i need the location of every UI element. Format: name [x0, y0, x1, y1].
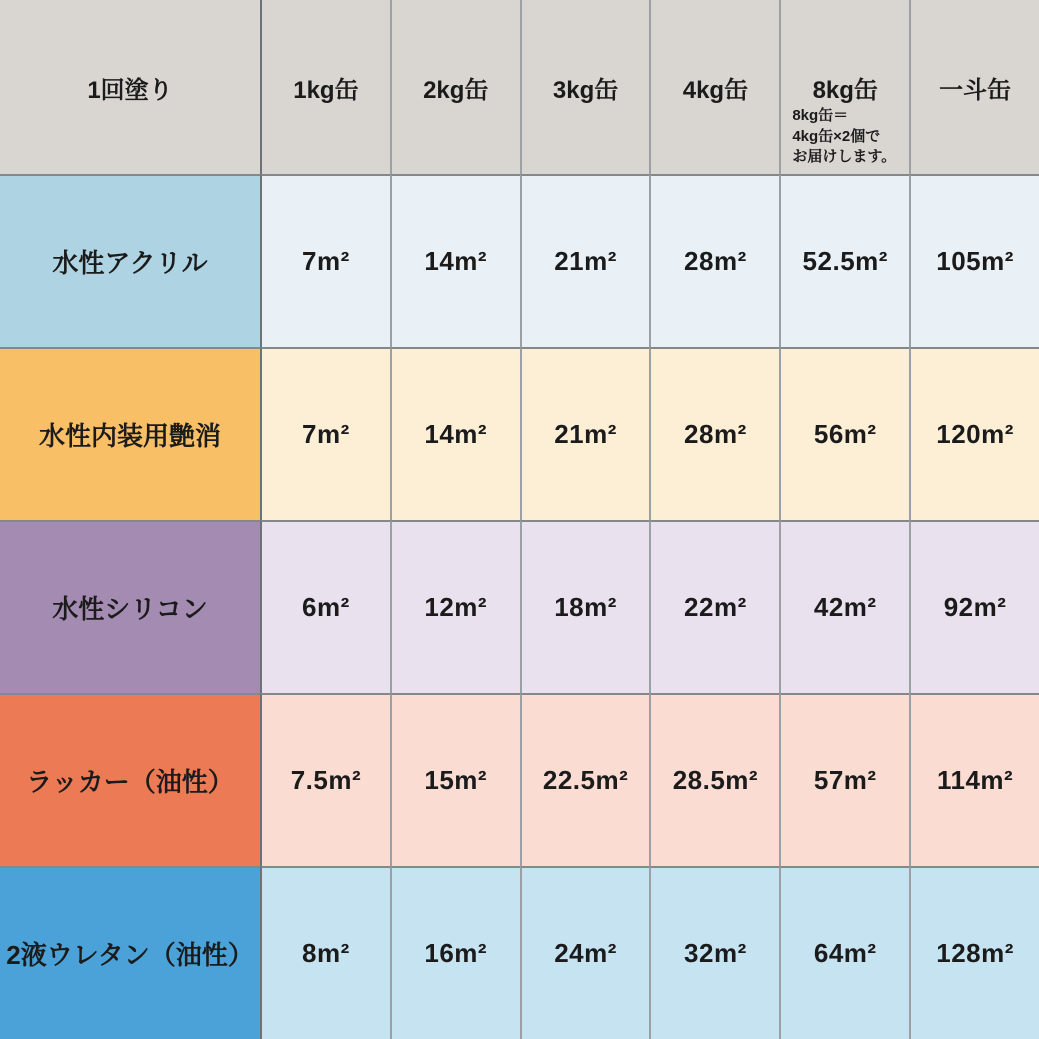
coverage-value: 21m² [554, 246, 617, 276]
header-label: 一斗缶 [939, 76, 1012, 104]
row-label-water-interior-matte [0, 347, 260, 520]
table-cell [649, 693, 779, 866]
header-label: 4kg缶 [682, 76, 749, 104]
header-cell-8kg [779, 0, 909, 174]
coverage-value: 8m² [302, 938, 350, 968]
coverage-value: 15m² [424, 765, 488, 795]
table-cell [390, 693, 520, 866]
coverage-value: 16m² [424, 938, 488, 968]
row-label-text: 2液ウレタン（油性） [6, 940, 254, 970]
row-label-text: ラッカー（油性） [26, 767, 234, 797]
header-label: 1回塗り [87, 76, 173, 104]
table-cell [390, 347, 520, 520]
table-cell [520, 347, 650, 520]
table-cell [909, 174, 1039, 347]
table-cell [779, 693, 909, 866]
table-cell [909, 866, 1039, 1039]
coverage-value: 128m² [936, 938, 1014, 968]
table-cell [260, 520, 390, 693]
coverage-value: 14m² [424, 246, 488, 276]
table-cell [909, 347, 1039, 520]
row-label-water-silicone [0, 520, 260, 693]
header-cell-2kg [390, 0, 520, 174]
coverage-value: 52.5m² [802, 246, 888, 276]
coverage-value: 12m² [424, 592, 488, 622]
coverage-value: 7.5m² [290, 765, 362, 795]
note-line: お届けします。 [792, 147, 897, 165]
table-cell [649, 866, 779, 1039]
header-cell-coat-count [0, 0, 260, 174]
coverage-value: 18m² [554, 592, 617, 622]
coverage-value: 22.5m² [542, 765, 629, 795]
coverage-value: 64m² [813, 938, 877, 968]
coverage-value: 28.5m² [672, 765, 759, 795]
row-label-2k-urethane-oil [0, 866, 260, 1039]
coverage-value: 32m² [684, 938, 747, 968]
table-cell [390, 866, 520, 1039]
header-cell-4kg [649, 0, 779, 174]
coverage-value: 114m² [936, 765, 1014, 795]
coverage-value: 28m² [684, 419, 747, 449]
table-cell [260, 347, 390, 520]
coverage-value: 24m² [554, 938, 617, 968]
coverage-value: 92m² [943, 592, 1007, 622]
note-line: 8kg缶＝ [792, 107, 849, 125]
header-cell-itto [909, 0, 1039, 174]
row-label-text: 水性アクリル [52, 248, 208, 278]
coverage-value: 56m² [813, 419, 877, 449]
table-cell [909, 520, 1039, 693]
table-cell [520, 174, 650, 347]
coverage-value: 120m² [936, 419, 1014, 449]
table-cell [520, 693, 650, 866]
coverage-value: 105m² [936, 246, 1014, 276]
table-cell [779, 866, 909, 1039]
coverage-value: 57m² [813, 765, 877, 795]
table-cell [909, 693, 1039, 866]
table-cell [260, 693, 390, 866]
table-cell [260, 174, 390, 347]
table-cell [520, 866, 650, 1039]
header-cell-3kg [520, 0, 650, 174]
table-cell [649, 520, 779, 693]
row-label-water-acrylic [0, 174, 260, 347]
row-label-text: 水性内装用艶消 [38, 421, 221, 451]
table-cell [649, 347, 779, 520]
table-cell [390, 174, 520, 347]
table-cell [390, 520, 520, 693]
coverage-value: 6m² [302, 592, 350, 622]
coverage-value: 28m² [684, 246, 747, 276]
header-label: 3kg缶 [552, 76, 619, 104]
header-cell-1kg [260, 0, 390, 174]
8kg-delivery-note [792, 106, 907, 167]
coverage-value: 7m² [302, 246, 350, 276]
row-label-text: 水性シリコン [52, 594, 208, 624]
table-cell [779, 520, 909, 693]
note-line: 4kg缶×2個で [792, 127, 881, 145]
table-cell [779, 174, 909, 347]
coverage-value: 21m² [554, 419, 617, 449]
coverage-value: 42m² [813, 592, 877, 622]
header-label: 8kg缶 [812, 76, 878, 104]
row-label-lacquer-oil [0, 693, 260, 866]
table-cell [649, 174, 779, 347]
header-label: 1kg缶 [293, 76, 359, 104]
coverage-value: 7m² [302, 419, 350, 449]
table-cell [260, 866, 390, 1039]
coverage-value: 22m² [684, 592, 747, 622]
table-cell [520, 520, 650, 693]
header-label: 2kg缶 [423, 76, 489, 104]
coverage-value: 14m² [424, 419, 488, 449]
table-cell [779, 347, 909, 520]
